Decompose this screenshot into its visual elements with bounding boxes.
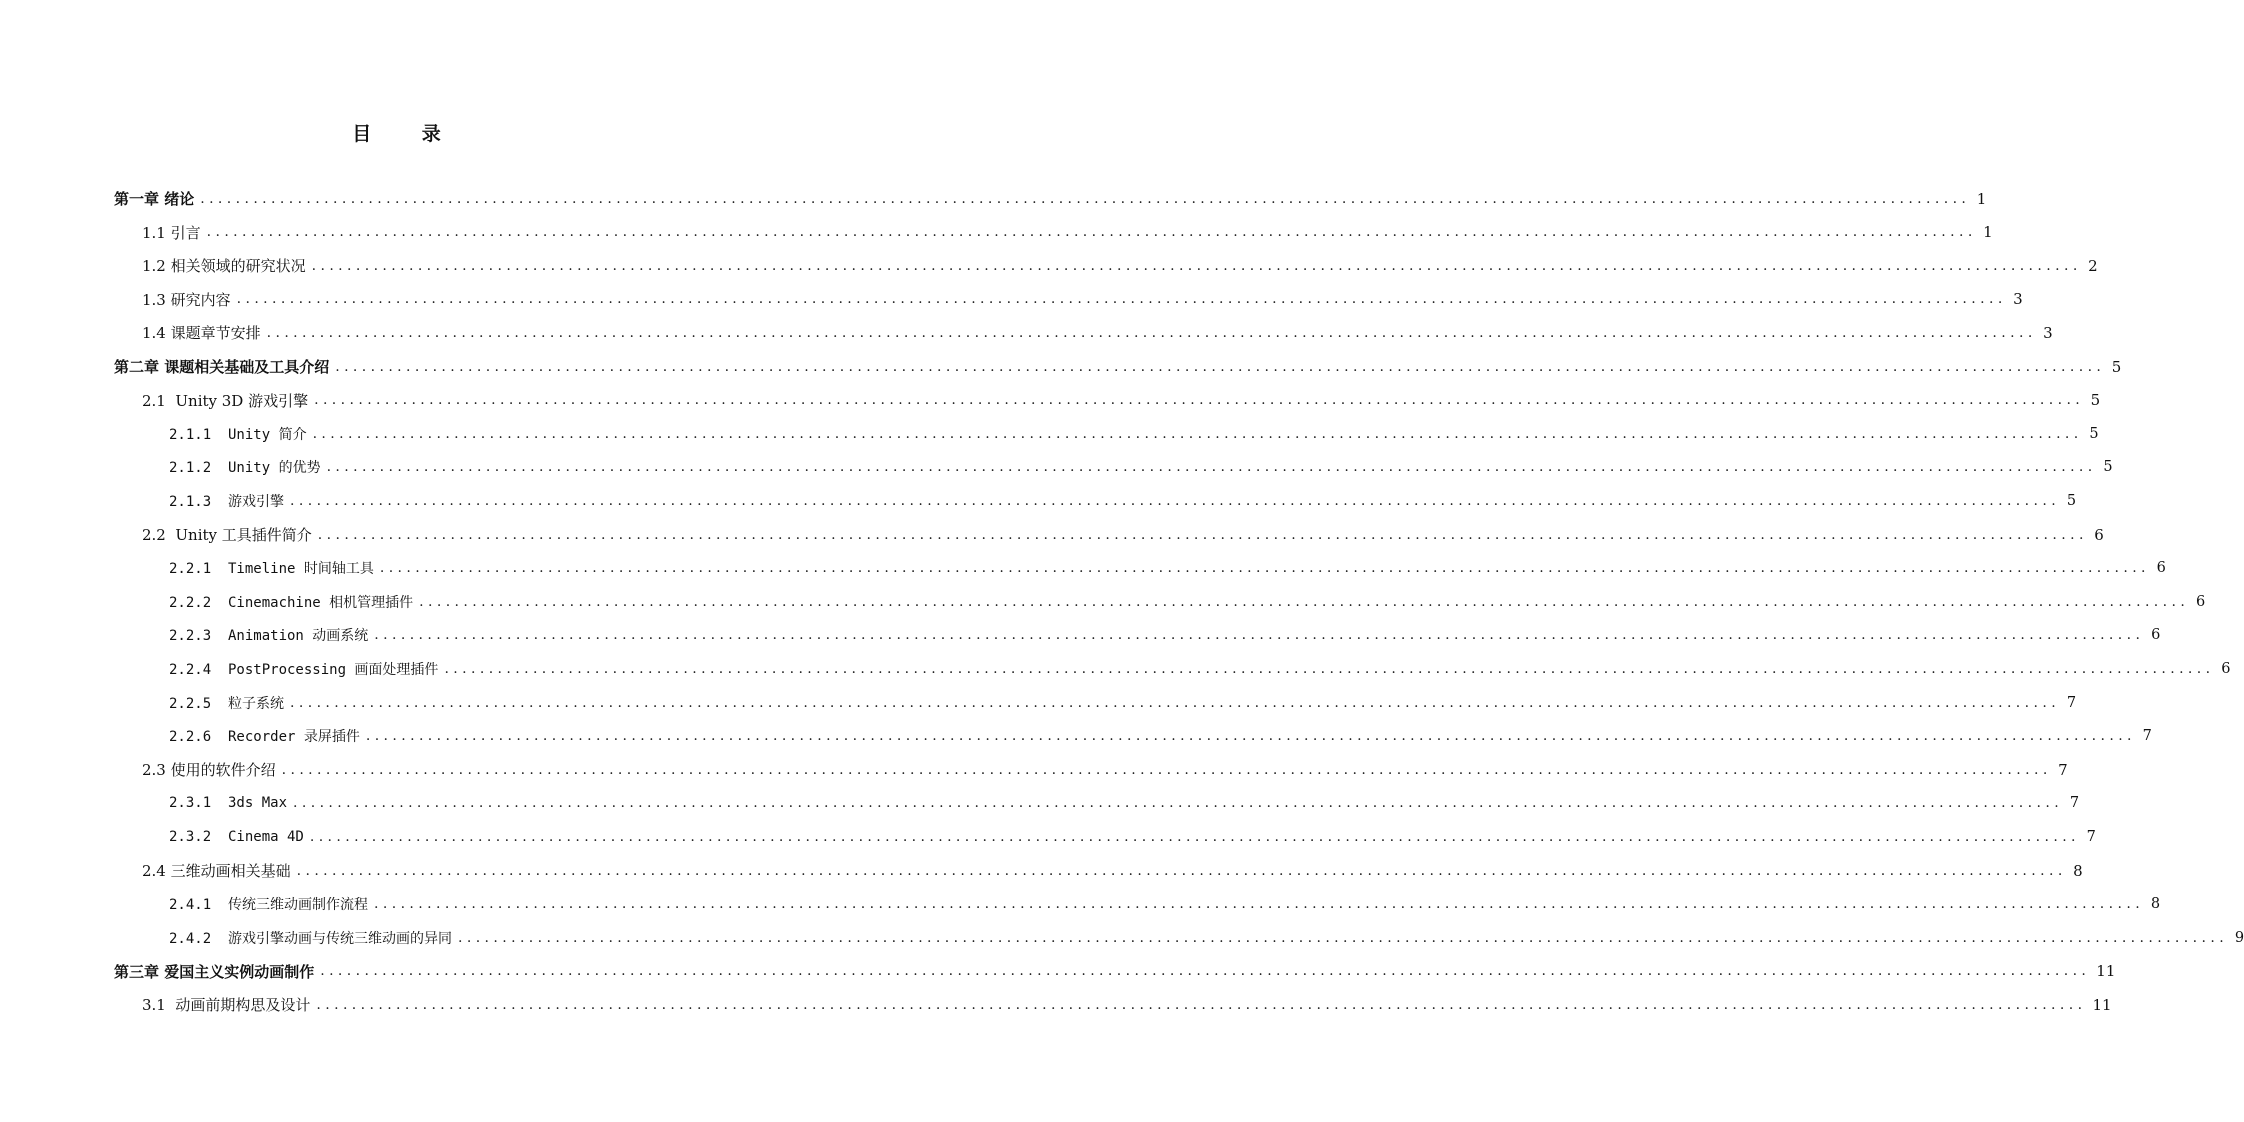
- dot-leader: ........................................................................................................................................................................................................: [296, 862, 2067, 879]
- toc-entry-page-number: 11: [2096, 962, 2116, 981]
- dot-leader: ........................................................................................................................................................................................................: [374, 627, 2145, 644]
- toc-entry[interactable]: [0, 686, 2077, 719]
- toc-entry[interactable]: [0, 518, 2104, 551]
- toc-entry-page-number: 5: [2103, 459, 2113, 476]
- toc-entry-page-number: 7: [2066, 694, 2077, 711]
- dot-leader: ........................................................................................................................................................................................................: [317, 526, 2088, 543]
- toc-entry-label: 1.3 研究内容: [142, 290, 231, 309]
- toc-entry-page-number: 8: [2073, 861, 2083, 880]
- toc-entry-label: 2.4.1 传统三维动画制作流程: [169, 897, 369, 914]
- dot-leader: ........................................................................................................................................................................................................: [314, 392, 2085, 409]
- toc-entry[interactable]: [0, 585, 2206, 618]
- toc-entry-page-number: 5: [2089, 425, 2099, 442]
- toc-entry[interactable]: [0, 249, 2098, 282]
- dot-leader: ........................................................................................................................................................................................................: [266, 324, 2037, 341]
- toc-entry-label: 2.2.1 Timeline 时间轴工具: [169, 561, 374, 578]
- toc-entry-page-number: 5: [2090, 391, 2101, 410]
- page-title: 目 录: [352, 123, 463, 145]
- toc-entry[interactable]: [0, 787, 2080, 820]
- dot-leader: ........................................................................................................................................................................................................: [281, 761, 2052, 778]
- toc-entry[interactable]: [0, 854, 2083, 887]
- toc-entry[interactable]: [0, 921, 2244, 954]
- dot-leader: ........................................................................................................................................................................................................: [320, 963, 2091, 980]
- dot-leader: ........................................................................................................................................................................................................: [365, 728, 2136, 745]
- toc-entry[interactable]: [0, 417, 2099, 450]
- toc-entry[interactable]: [0, 384, 2101, 417]
- toc-entry-label: 2.2.4 PostProcessing 画面处理插件: [169, 661, 439, 678]
- toc-entry-page-number: 7: [2069, 795, 2080, 812]
- toc-entry[interactable]: [0, 720, 2152, 753]
- toc-entry-label: 2.2.2 Cinemachine 相机管理插件: [169, 594, 414, 611]
- toc-entry-label: 第一章 绪论: [114, 190, 195, 208]
- dot-leader: ........................................................................................................................................................................................................: [379, 560, 2150, 577]
- toc-entry[interactable]: [0, 216, 1993, 249]
- toc-entry-page-number: 6: [2221, 660, 2231, 677]
- toc-entry-label: 1.1 引言: [142, 223, 201, 242]
- toc-entry-label: 2.3 使用的软件介绍: [142, 761, 276, 780]
- toc-entry-page-number: 7: [2142, 728, 2152, 745]
- toc-entry[interactable]: [0, 955, 2116, 988]
- toc-entry[interactable]: [0, 888, 2161, 921]
- dot-leader: ........................................................................................................................................................................................................: [290, 492, 2061, 509]
- toc-entry-label: 2.4 三维动画相关基础: [142, 862, 291, 880]
- toc-entry-page-number: 7: [2086, 828, 2096, 845]
- toc-entry-page-number: 6: [2094, 525, 2104, 544]
- toc-entry[interactable]: [0, 820, 2096, 853]
- toc-entry-page-number: 9: [2234, 929, 2244, 946]
- dot-leader: ........................................................................................................................................................................................................: [309, 828, 2080, 845]
- dot-leader: ........................................................................................................................................................................................................: [206, 224, 1977, 241]
- toc-entry-label: 2.3.2 Cinema 4D: [169, 828, 304, 845]
- toc-entry-page-number: 8: [2150, 896, 2161, 913]
- toc-entry-page-number: 11: [2092, 995, 2112, 1014]
- toc-entry-label: 第三章 爱国主义实例动画制作: [114, 962, 315, 981]
- toc-entry-page-number: 2: [2088, 256, 2098, 275]
- toc-entry-page-number: 6: [2156, 560, 2166, 577]
- toc-entry-page-number: 6: [2151, 627, 2161, 644]
- toc-entry[interactable]: [0, 451, 2113, 484]
- toc-entry-label: 1.2 相关领域的研究状况: [142, 257, 306, 276]
- dot-leader: ........................................................................................................................................................................................................: [458, 929, 2229, 946]
- toc-entry-label: 3.1 动画前期构思及设计: [142, 996, 311, 1015]
- dot-leader: ........................................................................................................................................................................................................: [311, 257, 2082, 274]
- dot-leader: ........................................................................................................................................................................................................: [444, 660, 2215, 677]
- toc-entry-label: 2.1 Unity 3D 游戏引擎: [142, 391, 309, 410]
- toc-entry[interactable]: [0, 484, 2077, 517]
- toc-entry[interactable]: [0, 182, 1987, 215]
- toc-entry-page-number: 3: [2013, 290, 2023, 309]
- toc-entry-label: 第二章 课题相关基础及工具介绍: [114, 358, 330, 376]
- dot-leader: ........................................................................................................................................................................................................: [326, 459, 2097, 476]
- toc-entry[interactable]: [0, 619, 2161, 652]
- dot-leader: ........................................................................................................................................................................................................: [236, 291, 2007, 308]
- toc-entry-page-number: 5: [2066, 492, 2077, 509]
- toc-entry[interactable]: [0, 652, 2231, 685]
- dot-leader: ........................................................................................................................................................................................................: [200, 190, 1971, 207]
- dot-leader: ........................................................................................................................................................................................................: [290, 694, 2061, 711]
- dot-leader: ........................................................................................................................................................................................................: [316, 996, 2087, 1013]
- dot-leader: ........................................................................................................................................................................................................: [335, 358, 2106, 375]
- dot-leader: ........................................................................................................................................................................................................: [419, 593, 2190, 610]
- toc-entry-label: 2.2 Unity 工具插件简介: [142, 526, 312, 544]
- toc-entry-label: 2.2.3 Animation 动画系统: [169, 628, 369, 645]
- toc-entry-page-number: 6: [2195, 593, 2206, 610]
- toc-entry[interactable]: [0, 283, 2023, 316]
- toc-entry-page-number: 1: [1976, 189, 1987, 208]
- toc-entry[interactable]: [0, 316, 2053, 349]
- toc-entry-page-number: 1: [1983, 223, 1993, 242]
- toc-entry[interactable]: [0, 753, 2068, 786]
- toc-entry[interactable]: [0, 988, 2112, 1021]
- toc-entry-label: 2.2.5 粒子系统: [169, 695, 285, 712]
- toc-entry-label: 2.2.6 Recorder 录屏插件: [169, 729, 360, 746]
- toc-entry-label: 2.1.1 Unity 简介: [169, 426, 307, 443]
- toc-entry-page-number: 3: [2043, 323, 2053, 342]
- toc-entry-label: 2.1.3 游戏引擎: [169, 493, 285, 510]
- toc-entry-label: 2.4.2 游戏引擎动画与传统三维动画的异同: [169, 930, 452, 947]
- toc-entry-label: 2.1.2 Unity 的优势: [169, 460, 321, 477]
- dot-leader: ........................................................................................................................................................................................................: [312, 425, 2083, 442]
- toc-entry-label: 2.3.1 3ds Max: [169, 795, 288, 812]
- toc-entry-page-number: 7: [2058, 760, 2068, 779]
- dot-leader: ........................................................................................................................................................................................................: [293, 795, 2064, 812]
- toc-entry[interactable]: [0, 350, 2122, 383]
- dot-leader: ........................................................................................................................................................................................................: [374, 896, 2145, 913]
- toc-entry[interactable]: [0, 552, 2166, 585]
- toc-entry-page-number: 5: [2111, 357, 2122, 376]
- toc-entry-label: 1.4 课题章节安排: [142, 324, 261, 343]
